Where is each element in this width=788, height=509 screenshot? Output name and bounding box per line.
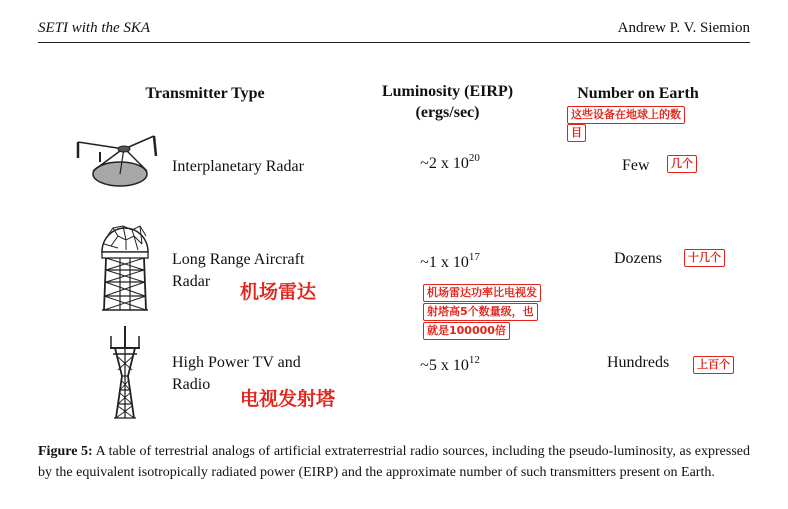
row-aircraft-radar-type-line1: Long Range Aircraft <box>172 251 305 268</box>
running-header-author: Andrew P. V. Siemion <box>617 20 750 36</box>
luminosity-base: ~5 x 10 <box>420 357 469 374</box>
row-aircraft-radar-number: Dozens <box>614 250 662 267</box>
figure-caption-label: Figure 5: <box>38 444 93 459</box>
annotation-number-header-line1: 这些设备在地球上的数 <box>571 108 681 121</box>
radome-tower-icon <box>96 212 154 312</box>
annotation-comparison-line1: 机场雷达功率比电视发 <box>423 284 541 302</box>
column-header-luminosity-line1: Luminosity (EIRP) <box>381 83 514 100</box>
annotation-number-header <box>567 106 685 124</box>
radar-dish-icon <box>70 128 170 196</box>
luminosity-exponent: 20 <box>468 152 480 164</box>
row-interplanetary-luminosity <box>380 152 520 173</box>
annotation-number-header-cont <box>567 124 586 142</box>
luminosity-base: ~1 x 10 <box>420 254 469 271</box>
annotation-hundreds: 上百个 <box>693 356 734 374</box>
running-header-title: SETI with the SKA <box>38 20 151 36</box>
luminosity-exponent: 12 <box>468 354 480 366</box>
tv-tower-icon <box>106 324 144 420</box>
annotation-comparison-line3: 就是100000倍 <box>423 322 510 340</box>
row-interplanetary-number: Few <box>622 157 650 174</box>
column-header-number: Number on Earth <box>577 85 699 102</box>
luminosity-exponent: 17 <box>468 251 480 263</box>
annotation-aircraft-radar: 机场雷达 <box>240 281 317 303</box>
figure-caption-text: A table of terrestrial analogs of artificial extraterrestrial radio sources, including the pseudo-luminosity, as expressed by the equivalent isotropically radiated power (EIRP) and the approximate number of such transmitters present on Earth. <box>38 444 751 480</box>
row-tv-radio-type-line2: Radio <box>172 376 211 393</box>
column-header-luminosity-line2: (ergs/sec) <box>415 104 480 121</box>
annotation-number-header-line2: 目 <box>571 126 582 139</box>
row-aircraft-radar-luminosity <box>380 251 520 272</box>
annotation-few: 几个 <box>667 155 697 173</box>
row-tv-radio-number: Hundreds <box>607 354 670 371</box>
figure-caption <box>38 441 750 483</box>
column-header-type: Transmitter Type <box>145 85 265 102</box>
annotation-dozens: 十几个 <box>684 249 725 267</box>
luminosity-base: ~2 x 10 <box>420 155 469 172</box>
annotation-tv-tower: 电视发射塔 <box>240 388 336 410</box>
header-rule <box>38 42 750 43</box>
row-tv-radio-luminosity <box>380 354 520 375</box>
row-tv-radio-type-line1: High Power TV and <box>172 354 301 371</box>
row-interplanetary-type: Interplanetary Radar <box>172 158 304 175</box>
column-header-luminosity <box>355 81 540 123</box>
annotation-comparison-line2: 射塔高5个数量级，也 <box>423 303 538 321</box>
row-aircraft-radar-type-line2: Radar <box>172 273 211 290</box>
